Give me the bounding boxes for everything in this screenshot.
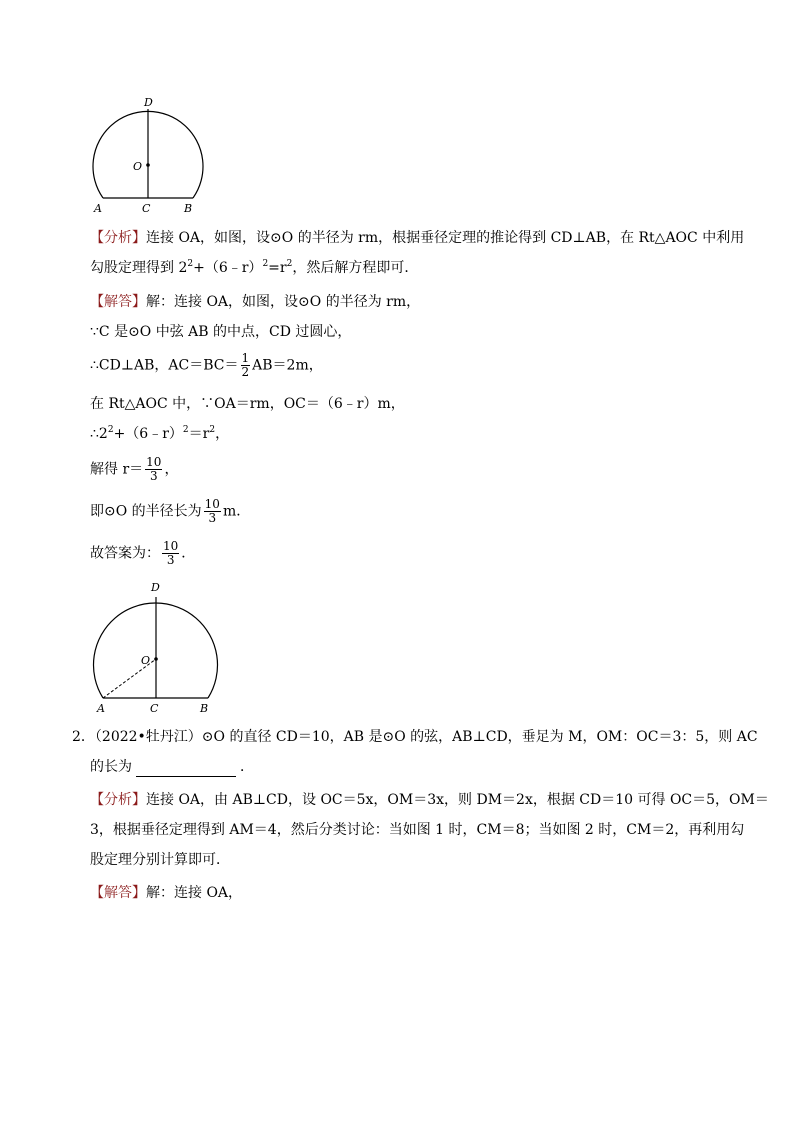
answer-line-1: 【解答】解：连接 OA，如图，设⊙O 的半径为 rm，: [90, 294, 421, 310]
fraction-ten-thirds-3: $\frac{10}{3}$: [163, 539, 179, 567]
label-a-1: A: [94, 202, 102, 215]
label-b-2: B: [200, 702, 209, 715]
answer-line-3: ∴CD⊥AB，AC＝BC＝ $\frac{1}{2}$ AB＝2m，: [90, 351, 323, 379]
answer-blank: [136, 762, 236, 777]
answer-line-7: 即⊙O 的半径长为 $\frac{10}{3}$ m．: [90, 497, 251, 525]
label-c-1: C: [142, 202, 151, 215]
question-2-answer-1: 【解答】解：连接 OA，: [90, 885, 243, 901]
figure-1-circle-diagram: [86, 95, 216, 220]
fraction-ten-thirds-2: $\frac{10}{3}$: [204, 497, 220, 525]
answer-line-6: 解得 r＝ $\frac{10}{3}$ ，: [90, 455, 179, 483]
analysis-text-1: 连接 OA，如图，设⊙O 的半径为 rm，根据垂径定理的推论得到 CD⊥AB，在 Rt△AOC 中利用: [146, 230, 745, 246]
question-2-line-2: 的长为 ．: [90, 759, 254, 775]
label-a-2: A: [97, 702, 105, 715]
analysis-tag: 【分析】: [90, 230, 146, 246]
answer-line-8: 故答案为： $\frac{10}{3}$ ．: [90, 539, 196, 567]
label-b-1: B: [184, 202, 193, 215]
label-d-1: D: [144, 96, 153, 109]
analysis-line-1: [90, 228, 744, 248]
label-c-2: C: [150, 702, 159, 715]
question-number: 2．: [72, 729, 95, 745]
question-2-analysis-2: 3，根据垂径定理得到 AM＝4，然后分类讨论：当如图 1 时，CM＝8；当如图 2 时，CM＝2，再利用勾: [90, 822, 745, 838]
fraction-half: $\frac{1}{2}$: [241, 351, 250, 379]
label-d-2: D: [151, 581, 160, 594]
figure-2-circle-diagram: [86, 576, 231, 716]
center-dot-2: [154, 657, 158, 661]
label-o-1: O: [133, 160, 143, 173]
answer-tag: 【解答】: [90, 294, 146, 310]
question-2-analysis-3: 股定理分别计算即可．: [90, 852, 230, 868]
question-2-line-1: 2．（2022•牡丹江）⊙O 的直径 CD＝10，AB 是⊙O 的弦，AB⊥CD，垂足为 M，OM：OC＝3：5，则 AC: [72, 729, 758, 745]
answer-line-5: $\therefore 2^2+(6﹣r)^2=r^2$，: [90, 425, 230, 442]
answer-line-4: 在 Rt△AOC 中，∵OA＝rm，OC＝（6﹣r）m，: [90, 396, 405, 412]
question-2-analysis-1: 【分析】连接 OA，由 AB⊥CD，设 OC＝5x，OM＝3x，则 DM＝2x，根据 CD＝10 可得 OC＝5，OM＝: [90, 792, 769, 808]
analysis-line-2: 勾股定理得到 $2^2+(6﹣r)^2=r^2$，然后解方程即可．: [90, 259, 419, 276]
fraction-ten-thirds-1: $\frac{10}{3}$: [146, 455, 162, 483]
center-dot-1: [146, 163, 150, 167]
label-o-2: O: [141, 654, 151, 667]
answer-line-2: ∵C 是⊙O 中弦 AB 的中点，CD 过圆心，: [90, 324, 352, 340]
